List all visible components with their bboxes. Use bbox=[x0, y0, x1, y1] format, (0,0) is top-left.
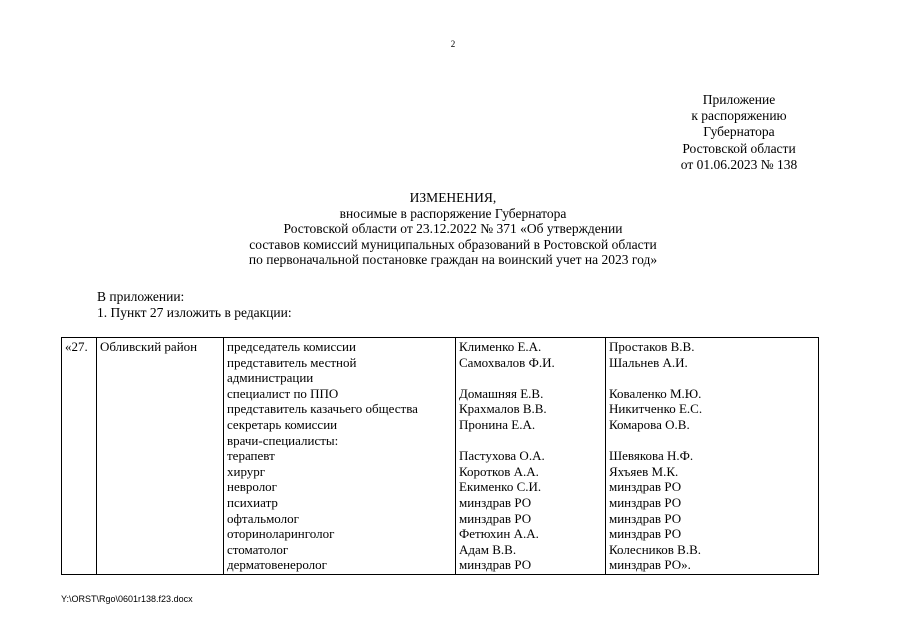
title-line: составов комиссий муниципальных образований в Ростовской области bbox=[249, 236, 657, 252]
intro-text bbox=[97, 289, 292, 321]
intro-line: 1. Пункт 27 изложить в редакции: bbox=[97, 305, 292, 320]
reserve-member: Простаков В.В. bbox=[609, 339, 695, 354]
reserve-spacer bbox=[609, 370, 815, 386]
role-continued: администрации bbox=[227, 370, 314, 386]
appendix-line: Приложение bbox=[702, 92, 776, 107]
item-number: «27. bbox=[65, 339, 88, 354]
file-path-footer: Y:\ORST\Rgo\0601r138.f23.docx bbox=[61, 594, 193, 604]
role: терапевт bbox=[227, 448, 275, 464]
member: Домашняя Е.В. bbox=[459, 385, 544, 401]
role: врачи-специалисты: bbox=[227, 432, 339, 448]
member: Коротков А.А. bbox=[459, 463, 539, 479]
member-spacer bbox=[459, 433, 602, 449]
reserve-member: Шевякова Н.Ф. bbox=[609, 448, 694, 464]
role: представитель казачьего общества bbox=[227, 401, 418, 417]
role: председатель комиссии bbox=[227, 339, 356, 354]
reserve-member: Яхъяев М.К. bbox=[609, 463, 679, 479]
member-spacer bbox=[459, 370, 602, 386]
role: невролог bbox=[227, 479, 278, 495]
role: офтальмолог bbox=[227, 510, 299, 526]
title-line: Ростовской области от 23.12.2022 № 371 «Об утверждении bbox=[283, 221, 623, 237]
reserve-member: минздрав РО bbox=[609, 479, 682, 495]
member: Самохвалов Ф.И. bbox=[459, 354, 555, 370]
title-line: ИЗМЕНЕНИЯ, bbox=[409, 190, 497, 205]
role: стоматолог bbox=[227, 541, 289, 557]
reserves-cell bbox=[606, 338, 819, 575]
document-title bbox=[0, 190, 906, 268]
reserve-member: Никитченко Е.С. bbox=[609, 401, 703, 417]
reserve-member: минздрав РО». bbox=[609, 557, 691, 573]
member: минздрав РО bbox=[459, 557, 532, 573]
reserve-member: Коваленко М.Ю. bbox=[609, 385, 702, 401]
appendix-line: к распоряжению bbox=[691, 108, 787, 124]
reserve-member: Колесников В.В. bbox=[609, 541, 702, 557]
item-number-cell bbox=[62, 338, 97, 575]
district-name: Обливский район bbox=[100, 339, 198, 354]
role: специалист по ППО bbox=[227, 385, 339, 401]
reserve-spacer bbox=[609, 433, 815, 449]
title-line: по первоначальной постановке граждан на воинский учет на 2023 год» bbox=[248, 252, 658, 268]
title-line: вносимые в распоряжение Губернатора bbox=[339, 205, 567, 221]
page-number: 2 bbox=[450, 39, 456, 49]
member: Фетюхин А.А. bbox=[459, 526, 539, 542]
members-cell bbox=[456, 338, 606, 575]
reserve-member: Комарова О.В. bbox=[609, 416, 690, 432]
commission-table bbox=[61, 337, 819, 575]
role: хирург bbox=[227, 463, 266, 479]
reserve-member: минздрав РО bbox=[609, 526, 682, 542]
appendix-block bbox=[640, 92, 838, 173]
member: Адам В.В. bbox=[459, 541, 517, 557]
reserve-member: Шальнев А.И. bbox=[609, 354, 688, 370]
role: дерматовенеролог bbox=[227, 557, 327, 573]
roles-cell bbox=[224, 338, 456, 575]
role: психиатр bbox=[227, 494, 278, 510]
role: оториноларинголог bbox=[227, 526, 335, 542]
member: Пастухова О.А. bbox=[459, 448, 545, 464]
reserve-member: минздрав РО bbox=[609, 510, 682, 526]
intro-line: В приложении: bbox=[97, 289, 185, 304]
member: Екименко С.И. bbox=[459, 479, 542, 495]
member: Крахмалов В.В. bbox=[459, 401, 547, 417]
appendix-line: Ростовской области bbox=[682, 140, 796, 156]
appendix-line: Губернатора bbox=[703, 124, 775, 140]
appendix-line: от 01.06.2023 № 138 bbox=[680, 156, 798, 172]
role: представитель местной bbox=[227, 354, 357, 370]
district-cell bbox=[97, 338, 224, 575]
reserve-member: минздрав РО bbox=[609, 494, 682, 510]
member: Пронина Е.А. bbox=[459, 416, 536, 432]
role: секретарь комиссии bbox=[227, 416, 338, 432]
member: минздрав РО bbox=[459, 494, 532, 510]
member: минздрав РО bbox=[459, 510, 532, 526]
member: Клименко Е.А. bbox=[459, 339, 542, 354]
table-row bbox=[62, 338, 819, 575]
